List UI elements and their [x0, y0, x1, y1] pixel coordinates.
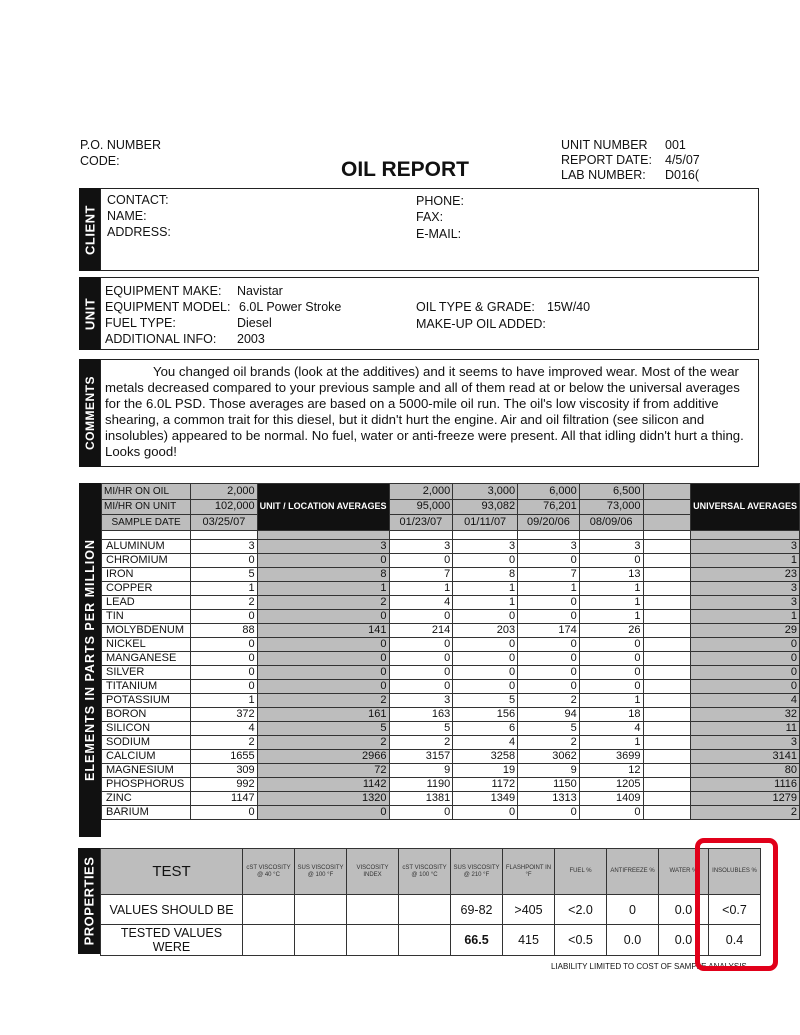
element-value-avg: 3: [257, 539, 389, 553]
mi-oil-sample-5: 6,500: [579, 484, 643, 500]
element-value-avg: 1142: [257, 777, 389, 791]
property-tested-value: <0.5: [555, 925, 607, 956]
lab-number: D016(: [665, 168, 700, 182]
property-should-value: [347, 895, 399, 925]
element-value-s5: 0: [579, 679, 643, 693]
element-value-s3: 0: [453, 679, 518, 693]
element-name: IRON: [102, 567, 191, 581]
element-name: TITANIUM: [102, 679, 191, 693]
element-value-s2: 0: [389, 637, 453, 651]
property-tested-value: 0.0: [607, 925, 659, 956]
property-tested-value: 415: [503, 925, 555, 956]
property-header: SUS VISCOSITY @ 210 °F: [451, 849, 503, 895]
element-name: NICKEL: [102, 637, 191, 651]
empty-cell: [643, 791, 691, 805]
sample-date-4: 09/20/06: [518, 515, 580, 531]
property-tested-value: [295, 925, 347, 956]
element-value-univ: 1279: [691, 791, 800, 805]
element-value-univ: 3: [691, 539, 800, 553]
element-value-s4: 2: [518, 693, 580, 707]
empty-cell: [643, 553, 691, 567]
property-tested-value: [399, 925, 451, 956]
element-name: COPPER: [102, 581, 191, 595]
empty-cell: [643, 721, 691, 735]
element-value-s3: 1172: [453, 777, 518, 791]
property-tested-value: [243, 925, 295, 956]
element-row: [102, 651, 800, 665]
element-value-univ: 1: [691, 553, 800, 567]
property-tested-value: 66.5: [451, 925, 503, 956]
test-header: TEST: [101, 849, 243, 895]
empty-cell: [643, 679, 691, 693]
element-row: [102, 665, 800, 679]
element-row: [102, 553, 800, 567]
element-name: BORON: [102, 707, 191, 721]
element-value-s3: 0: [453, 805, 518, 819]
element-value-s4: 0: [518, 637, 580, 651]
empty-cell: [643, 777, 691, 791]
element-value-univ: 32: [691, 707, 800, 721]
element-value-univ: 2: [691, 805, 800, 819]
property-header: cST VISCOSITY @ 100 °C: [399, 849, 451, 895]
property-tested-value: 0.0: [659, 925, 709, 956]
element-value-avg: 8: [257, 567, 389, 581]
element-name: MAGNESIUM: [102, 763, 191, 777]
element-value-univ: 80: [691, 763, 800, 777]
property-should-value: >405: [503, 895, 555, 925]
mi-oil-sample-2: 2,000: [389, 484, 453, 500]
element-value-s5: 0: [579, 805, 643, 819]
element-value-avg: 1: [257, 581, 389, 595]
property-header: FLASHPOINT IN °F: [503, 849, 555, 895]
element-value-univ: 3: [691, 595, 800, 609]
property-header: SUS VISCOSITY @ 100 °F: [295, 849, 347, 895]
element-row: [102, 637, 800, 651]
element-name: ZINC: [102, 791, 191, 805]
element-value-s5: 1: [579, 609, 643, 623]
element-value-s4: 94: [518, 707, 580, 721]
mi-oil-label: MI/HR ON OIL: [102, 484, 191, 500]
element-value-s2: 0: [389, 805, 453, 819]
element-value-s5: 3: [579, 539, 643, 553]
element-value-univ: 0: [691, 665, 800, 679]
element-value-s5: 13: [579, 567, 643, 581]
element-value-univ: 23: [691, 567, 800, 581]
element-value-cur: 372: [191, 707, 257, 721]
element-value-cur: 1147: [191, 791, 257, 805]
fuel-type-label: FUEL TYPE:: [105, 316, 176, 330]
element-value-s3: 0: [453, 665, 518, 679]
values-should-be-label: VALUES SHOULD BE: [101, 895, 243, 925]
report-date-label: REPORT DATE:: [561, 153, 652, 167]
element-row: [102, 763, 800, 777]
model-value: 6.0L Power Stroke: [239, 300, 342, 314]
element-value-univ: 29: [691, 623, 800, 637]
tested-values-label: TESTED VALUES WERE: [101, 925, 243, 956]
element-value-cur: 0: [191, 805, 257, 819]
property-header: VISCOSITY INDEX: [347, 849, 399, 895]
mi-oil-sample-4: 6,000: [518, 484, 580, 500]
element-value-avg: 141: [257, 623, 389, 637]
element-value-s3: 6: [453, 721, 518, 735]
element-name: SODIUM: [102, 735, 191, 749]
element-value-s4: 0: [518, 553, 580, 567]
element-value-s3: 0: [453, 651, 518, 665]
empty-cell: [643, 651, 691, 665]
property-should-value: <2.0: [555, 895, 607, 925]
element-value-s3: 5: [453, 693, 518, 707]
element-row: [102, 707, 800, 721]
sample-date-current: 03/25/07: [191, 515, 257, 531]
empty-cell: [643, 735, 691, 749]
element-value-univ: 3: [691, 735, 800, 749]
element-value-avg: 1320: [257, 791, 389, 805]
empty-cell: [643, 609, 691, 623]
property-should-value: <0.7: [709, 895, 761, 925]
element-value-s3: 156: [453, 707, 518, 721]
elements-section-tab: ELEMENTS IN PARTS PER MILLION: [79, 483, 101, 837]
element-value-s3: 4: [453, 735, 518, 749]
element-value-cur: 0: [191, 637, 257, 651]
po-number-label: P.O. NUMBER: [80, 138, 162, 152]
properties-table: [100, 848, 761, 956]
element-name: PHOSPHORUS: [102, 777, 191, 791]
element-row: [102, 609, 800, 623]
empty-cell: [643, 595, 691, 609]
element-value-s3: 1349: [453, 791, 518, 805]
element-value-cur: 309: [191, 763, 257, 777]
element-value-s4: 7: [518, 567, 580, 581]
address-label: ADDRESS:: [107, 225, 171, 239]
mi-unit-sample-4: 76,201: [518, 499, 580, 515]
empty-cell: [643, 749, 691, 763]
element-value-s2: 9: [389, 763, 453, 777]
element-row: [102, 581, 800, 595]
element-value-s4: 2: [518, 735, 580, 749]
element-value-cur: 0: [191, 665, 257, 679]
element-value-s3: 1: [453, 595, 518, 609]
element-name: BARIUM: [102, 805, 191, 819]
element-value-s5: 0: [579, 665, 643, 679]
mi-unit-current: 102,000: [191, 499, 257, 515]
element-value-s2: 1190: [389, 777, 453, 791]
email-label: E-MAIL:: [416, 227, 462, 241]
element-name: SILICON: [102, 721, 191, 735]
element-value-s2: 0: [389, 665, 453, 679]
property-tested-value: 0.4: [709, 925, 761, 956]
element-value-s4: 3062: [518, 749, 580, 763]
element-value-avg: 161: [257, 707, 389, 721]
client-section-tab: CLIENT: [79, 188, 100, 271]
element-value-s4: 0: [518, 805, 580, 819]
element-value-s3: 3: [453, 539, 518, 553]
element-value-avg: 0: [257, 553, 389, 567]
element-value-s3: 0: [453, 609, 518, 623]
property-should-value: [295, 895, 347, 925]
element-value-s5: 26: [579, 623, 643, 637]
element-value-s5: 1: [579, 693, 643, 707]
element-value-cur: 5: [191, 567, 257, 581]
element-row: [102, 805, 800, 819]
element-value-s4: 3: [518, 539, 580, 553]
unit-number-label: UNIT NUMBER: [561, 138, 648, 152]
element-value-s4: 174: [518, 623, 580, 637]
element-name: MOLYBDENUM: [102, 623, 191, 637]
element-value-univ: 0: [691, 651, 800, 665]
element-value-cur: 0: [191, 553, 257, 567]
property-should-value: 0.0: [659, 895, 709, 925]
element-value-avg: 2966: [257, 749, 389, 763]
element-value-univ: 3: [691, 581, 800, 595]
element-row: [102, 567, 800, 581]
oil-type-label: OIL TYPE & GRADE:: [416, 300, 535, 314]
element-value-univ: 1116: [691, 777, 800, 791]
element-value-s3: 203: [453, 623, 518, 637]
mi-oil-current: 2,000: [191, 484, 257, 500]
contact-label: CONTACT:: [107, 193, 169, 207]
element-value-s2: 163: [389, 707, 453, 721]
empty-cell: [643, 693, 691, 707]
element-value-s5: 18: [579, 707, 643, 721]
empty-cell: [643, 805, 691, 819]
property-header: INSOLUBLES %: [709, 849, 761, 895]
element-row: [102, 623, 800, 637]
element-value-s5: 1205: [579, 777, 643, 791]
property-should-value: 0: [607, 895, 659, 925]
element-value-s4: 1150: [518, 777, 580, 791]
element-value-s2: 0: [389, 679, 453, 693]
element-value-s3: 0: [453, 637, 518, 651]
empty-cell: [643, 623, 691, 637]
universal-averages-header: UNIVERSAL AVERAGES: [691, 484, 800, 531]
mi-unit-sample-2: 95,000: [389, 499, 453, 515]
report-date: 4/5/07: [665, 153, 700, 167]
element-value-avg: 2: [257, 595, 389, 609]
element-value-s2: 1: [389, 581, 453, 595]
element-value-s4: 1313: [518, 791, 580, 805]
element-value-cur: 2: [191, 735, 257, 749]
element-value-cur: 992: [191, 777, 257, 791]
comments-section-tab: COMMENTS: [79, 359, 100, 467]
element-value-avg: 0: [257, 637, 389, 651]
element-value-s2: 4: [389, 595, 453, 609]
element-value-avg: 2: [257, 735, 389, 749]
element-value-s4: 9: [518, 763, 580, 777]
element-value-cur: 4: [191, 721, 257, 735]
element-value-avg: 0: [257, 805, 389, 819]
element-value-cur: 1: [191, 581, 257, 595]
element-value-cur: 2: [191, 595, 257, 609]
empty-cell: [643, 763, 691, 777]
element-value-s2: 214: [389, 623, 453, 637]
element-value-avg: 72: [257, 763, 389, 777]
empty-cell: [643, 567, 691, 581]
sample-date-2: 01/23/07: [389, 515, 453, 531]
property-should-value: 69-82: [451, 895, 503, 925]
elements-table: [101, 483, 800, 820]
property-tested-value: [347, 925, 399, 956]
model-label: EQUIPMENT MODEL:: [105, 300, 231, 314]
phone-label: PHONE:: [416, 194, 464, 208]
code-label: CODE:: [80, 154, 120, 168]
element-row: [102, 749, 800, 763]
element-name: MANGANESE: [102, 651, 191, 665]
element-value-s4: 0: [518, 595, 580, 609]
mi-unit-sample-5: 73,000: [579, 499, 643, 515]
element-value-s5: 4: [579, 721, 643, 735]
element-value-cur: 0: [191, 651, 257, 665]
mi-unit-label: MI/HR ON UNIT: [102, 499, 191, 515]
element-name: LEAD: [102, 595, 191, 609]
element-value-s5: 0: [579, 651, 643, 665]
element-value-univ: 4: [691, 693, 800, 707]
element-row: [102, 721, 800, 735]
element-value-s5: 12: [579, 763, 643, 777]
element-value-s5: 0: [579, 637, 643, 651]
additional-info-label: ADDITIONAL INFO:: [105, 332, 217, 346]
element-value-s3: 19: [453, 763, 518, 777]
properties-section-tab: PROPERTIES: [78, 848, 100, 954]
liability-note: LIABILITY LIMITED TO COST OF SAMPLE ANALYSIS: [551, 962, 747, 971]
element-value-s5: 1: [579, 581, 643, 595]
client-box: [100, 188, 759, 271]
make-value: Navistar: [237, 284, 283, 298]
property-should-value: [243, 895, 295, 925]
element-value-cur: 0: [191, 679, 257, 693]
empty-cell: [643, 539, 691, 553]
element-value-s2: 0: [389, 553, 453, 567]
element-value-cur: 88: [191, 623, 257, 637]
property-header: cST VISCOSITY @ 40 °C: [243, 849, 295, 895]
element-value-cur: 1655: [191, 749, 257, 763]
element-value-s4: 0: [518, 665, 580, 679]
element-value-s2: 0: [389, 609, 453, 623]
unit-box: [100, 277, 759, 350]
element-value-s2: 7: [389, 567, 453, 581]
element-value-s4: 0: [518, 651, 580, 665]
element-value-cur: 1: [191, 693, 257, 707]
fuel-type-value: Diesel: [237, 316, 272, 330]
make-label: EQUIPMENT MAKE:: [105, 284, 222, 298]
lab-number-label: LAB NUMBER:: [561, 168, 646, 182]
element-value-s5: 1: [579, 735, 643, 749]
element-value-avg: 5: [257, 721, 389, 735]
element-value-univ: 1: [691, 609, 800, 623]
highlight-annotation: [695, 838, 778, 971]
element-row: [102, 777, 800, 791]
comments-text: You changed oil brands (look at the additives) and it seems to have improved wear. Most of the wear metals decreased compared to your previous sample and all of them read at or below the universal averages for the 6.0L PSD. Those averages are based on a 5000-mile oil run. The oil's low viscosity if from additive shearing, a common trait for this diesel, but it didn't hurt the engine. Air and oil filtration (see silicon and insolubles) appeared to be normal. No fuel, water or anti-freeze were present. All that idling didn't hurt a thing. Looks good!: [105, 364, 744, 459]
empty-cell: [643, 707, 691, 721]
element-row: [102, 693, 800, 707]
empty-cell: [643, 581, 691, 595]
element-value-s3: 3258: [453, 749, 518, 763]
element-value-avg: 0: [257, 609, 389, 623]
element-value-s2: 3157: [389, 749, 453, 763]
element-value-univ: 11: [691, 721, 800, 735]
mi-oil-sample-3: 3,000: [453, 484, 518, 500]
element-value-s2: 3: [389, 693, 453, 707]
sample-date-label: SAMPLE DATE: [102, 515, 191, 531]
property-header: FUEL %: [555, 849, 607, 895]
element-value-avg: 0: [257, 651, 389, 665]
page-title: OIL REPORT: [341, 158, 469, 181]
element-value-s2: 5: [389, 721, 453, 735]
element-row: [102, 791, 800, 805]
element-value-s2: 0: [389, 651, 453, 665]
element-value-s5: 1409: [579, 791, 643, 805]
property-header: ANTIFREEZE %: [607, 849, 659, 895]
element-row: [102, 735, 800, 749]
unit-location-averages-header: UNIT / LOCATION AVERAGES: [257, 484, 389, 531]
sample-date-5: 08/09/06: [579, 515, 643, 531]
makeup-oil-label: MAKE-UP OIL ADDED:: [416, 317, 546, 331]
element-value-s3: 0: [453, 553, 518, 567]
element-name: CALCIUM: [102, 749, 191, 763]
element-value-s4: 5: [518, 721, 580, 735]
sample-date-3: 01/11/07: [453, 515, 518, 531]
empty-cell: [643, 665, 691, 679]
element-value-s4: 1: [518, 581, 580, 595]
element-value-s5: 0: [579, 553, 643, 567]
fax-label: FAX:: [416, 210, 444, 224]
element-value-cur: 0: [191, 609, 257, 623]
element-value-cur: 3: [191, 539, 257, 553]
element-row: [102, 679, 800, 693]
element-value-s3: 1: [453, 581, 518, 595]
name-label: NAME:: [107, 209, 147, 223]
element-value-univ: 0: [691, 637, 800, 651]
additional-info-value: 2003: [237, 332, 265, 346]
property-should-value: [399, 895, 451, 925]
element-value-avg: 0: [257, 665, 389, 679]
element-value-s2: 2: [389, 735, 453, 749]
oil-type-value: 15W/40: [547, 300, 591, 314]
element-value-s5: 1: [579, 595, 643, 609]
element-value-univ: 3141: [691, 749, 800, 763]
element-value-s4: 0: [518, 609, 580, 623]
property-header: WATER %: [659, 849, 709, 895]
element-name: ALUMINUM: [102, 539, 191, 553]
element-name: SILVER: [102, 665, 191, 679]
element-name: POTASSIUM: [102, 693, 191, 707]
element-value-s2: 3: [389, 539, 453, 553]
empty-cell: [643, 637, 691, 651]
element-value-s3: 8: [453, 567, 518, 581]
element-value-s2: 1381: [389, 791, 453, 805]
unit-section-tab: UNIT: [79, 277, 100, 350]
element-name: CHROMIUM: [102, 553, 191, 567]
element-row: [102, 539, 800, 553]
element-name: TIN: [102, 609, 191, 623]
element-value-avg: 2: [257, 693, 389, 707]
element-value-s4: 0: [518, 679, 580, 693]
element-value-s5: 3699: [579, 749, 643, 763]
mi-unit-sample-3: 93,082: [453, 499, 518, 515]
element-value-univ: 0: [691, 679, 800, 693]
unit-number: 001: [665, 138, 686, 152]
element-value-avg: 0: [257, 679, 389, 693]
element-row: [102, 595, 800, 609]
